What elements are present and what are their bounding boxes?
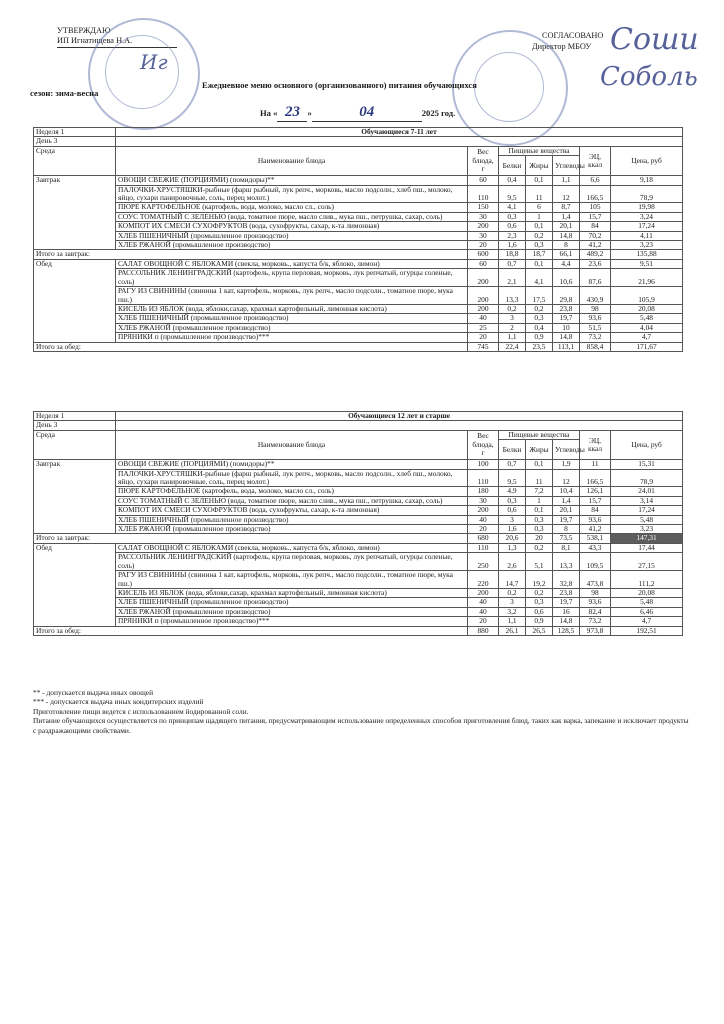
- total-w: 745: [468, 342, 499, 351]
- dish-k: 73,2: [580, 333, 611, 342]
- dish-name: КОМПОТ ИХ СМЕСИ СУХОФРУКТОВ (вода, сухофрукты, сахар, к-та лимонная): [116, 506, 468, 515]
- protein-col-header: Белки: [499, 440, 526, 460]
- dish-k: 51,5: [580, 323, 611, 332]
- total-w: 880: [468, 626, 499, 635]
- table-row: [34, 460, 683, 469]
- dish-p: 0,7: [499, 259, 526, 268]
- dish-p: 2,1: [499, 269, 526, 287]
- dish-f: 0,3: [526, 515, 553, 524]
- dish-name: СОУС ТОМАТНЫЙ С ЗЕЛЕНЬЮ (вода, томатное пюре, масло слив., мука пш., петрушка, сахар, соль): [116, 212, 468, 221]
- dish-c: 29,8: [553, 287, 580, 305]
- dish-r: 5,48: [611, 314, 683, 323]
- dish-r: 3,24: [611, 212, 683, 221]
- dish-w: 40: [468, 598, 499, 607]
- dish-name: КИСЕЛЬ ИЗ ЯБЛОК (вода, яблоки,сахар, крахмал картофельный, лимонная кислота): [116, 588, 468, 597]
- dish-name: САЛАТ ОВОЩНОЙ С ЯБЛОКАМИ (свекла, морковь., капуста б/к, яблоко, лимон): [116, 259, 468, 268]
- total-r: 135,88: [611, 250, 683, 259]
- dish-name: ПАЛОЧКИ-ХРУСТЯШКИ-рыбные (фарш рыбный, лук репч., морковь, масло подсолн., хлеб пш., молоко, яйцо, сухари панировочные, соль, перец молот.): [116, 185, 468, 203]
- dish-f: 0,2: [526, 588, 553, 597]
- dish-w: 25: [468, 323, 499, 332]
- school-stamp-inner: [474, 52, 544, 122]
- dish-f: 6: [526, 203, 553, 212]
- dish-c: 10,6: [553, 269, 580, 287]
- dish-c: 16: [553, 607, 580, 616]
- table-row: [34, 203, 683, 212]
- dish-p: 9,5: [499, 469, 526, 487]
- dish-f: 0,3: [526, 525, 553, 534]
- dish-w: 200: [468, 588, 499, 597]
- total-w: 600: [468, 250, 499, 259]
- dish-name: ОВОЩИ СВЕЖИЕ (ПОРЦИЯМИ) (помидоры)**: [116, 176, 468, 185]
- table-row: [34, 553, 683, 571]
- dish-r: 3,14: [611, 496, 683, 505]
- dish-f: 11: [526, 185, 553, 203]
- fat-col-header: Жиры: [526, 156, 553, 176]
- dish-w: 60: [468, 259, 499, 268]
- dish-k: 84: [580, 222, 611, 231]
- dish-k: 6,6: [580, 176, 611, 185]
- total-r: 171,67: [611, 342, 683, 351]
- dish-c: 14,8: [553, 333, 580, 342]
- dish-name: РАССОЛЬНИК ЛЕНИНГРАДСКИЙ (картофель, крупа перловая, морковь, лук репчатый, огурцы соленые, соль): [116, 553, 468, 571]
- season-label: сезон: зима-весна: [30, 88, 99, 98]
- dish-k: 109,5: [580, 553, 611, 571]
- meal-label: Завтрак: [34, 460, 116, 534]
- dish-k: 43,3: [580, 543, 611, 552]
- dish-c: 20,1: [553, 506, 580, 515]
- dish-w: 180: [468, 487, 499, 496]
- dish-w: 100: [468, 460, 499, 469]
- dish-k: 105: [580, 203, 611, 212]
- dish-f: 5,1: [526, 553, 553, 571]
- ip-name: ИП Игнатищева Н.А.: [57, 36, 133, 45]
- dish-name: ПРЯНИКИ п (промышленное производство)***: [116, 333, 468, 342]
- total-row: [34, 626, 683, 635]
- dish-name: ПЮРЕ КАРТОФЕЛЬНОЕ (картофель, вода, молоко, масло сл., соль): [116, 487, 468, 496]
- dish-col-header: Наименование блюда: [116, 430, 468, 459]
- dish-p: 4,1: [499, 203, 526, 212]
- note-line: Питание обучающихся осуществляется по принципам щадящего питания, предусматривающим использование определенных способов приготовления блюд, таких как варка, запекание и исключает продукты с раздражающими свойствами.: [33, 716, 689, 735]
- price-col-header: Цена, руб: [611, 430, 683, 459]
- dish-p: 2,3: [499, 231, 526, 240]
- menu-table-12-plus: [33, 411, 683, 636]
- table-row: [34, 222, 683, 231]
- dish-w: 40: [468, 515, 499, 524]
- dish-name: ХЛЕБ ПШЕНИЧНЫЙ (промышленное производство): [116, 598, 468, 607]
- date-mid: »: [307, 108, 312, 118]
- total-label: Итого за обед:: [34, 626, 468, 635]
- notes-block: [33, 688, 693, 735]
- dish-w: 20: [468, 333, 499, 342]
- dish-f: 1: [526, 496, 553, 505]
- dish-c: 12: [553, 185, 580, 203]
- dish-w: 20: [468, 241, 499, 250]
- dish-name: ПРЯНИКИ п (промышленное производство)***: [116, 617, 468, 626]
- dish-k: 70,2: [580, 231, 611, 240]
- dish-name: ОВОЩИ СВЕЖИЕ (ПОРЦИЯМИ) (помидоры)**: [116, 460, 468, 469]
- total-k: 858,4: [580, 342, 611, 351]
- dish-f: 0,9: [526, 333, 553, 342]
- dish-p: 4,9: [499, 487, 526, 496]
- director-signature-2: Соболь: [600, 62, 698, 92]
- dish-name: ХЛЕБ ПШЕНИЧНЫЙ (промышленное производство): [116, 515, 468, 524]
- ip-signature: Иг: [140, 50, 168, 74]
- dish-c: 8: [553, 241, 580, 250]
- dish-c: 12: [553, 469, 580, 487]
- week-label: Неделя 1: [34, 412, 116, 421]
- dish-w: 200: [468, 222, 499, 231]
- dish-name: РАССОЛЬНИК ЛЕНИНГРАДСКИЙ (картофель, крупа перловая, морковь, лук репчатый, огурцы соленые, соль): [116, 269, 468, 287]
- dish-r: 3,23: [611, 525, 683, 534]
- dish-p: 0,6: [499, 222, 526, 231]
- total-label: Итого за обед:: [34, 342, 468, 351]
- dish-c: 32,8: [553, 571, 580, 589]
- dish-c: 19,7: [553, 515, 580, 524]
- weight-col-header: Вес блюда, г: [468, 430, 499, 459]
- date-year: 2025 год.: [421, 108, 456, 118]
- dish-k: 98: [580, 588, 611, 597]
- total-p: 26,1: [499, 626, 526, 635]
- dish-r: 9,18: [611, 176, 683, 185]
- dish-p: 1,1: [499, 617, 526, 626]
- table-row: [34, 571, 683, 589]
- dish-c: 19,7: [553, 598, 580, 607]
- table-row: [34, 185, 683, 203]
- dish-k: 93,6: [580, 598, 611, 607]
- table-row: [34, 525, 683, 534]
- dish-k: 41,2: [580, 525, 611, 534]
- dish-f: 0,2: [526, 543, 553, 552]
- total-row: [34, 342, 683, 351]
- dish-f: 0,1: [526, 259, 553, 268]
- dish-w: 220: [468, 571, 499, 589]
- dish-f: 11: [526, 469, 553, 487]
- dish-r: 17,24: [611, 506, 683, 515]
- dish-p: 13,3: [499, 287, 526, 305]
- director-signature: Соши: [610, 22, 699, 57]
- dish-r: 3,23: [611, 241, 683, 250]
- total-k: 973,8: [580, 626, 611, 635]
- dish-r: 17,44: [611, 543, 683, 552]
- dish-f: 7,2: [526, 487, 553, 496]
- dish-r: 5,48: [611, 515, 683, 524]
- dish-c: 1,4: [553, 496, 580, 505]
- dish-f: 0,4: [526, 323, 553, 332]
- section-title: Обучающиеся 7-11 лет: [116, 128, 683, 137]
- dish-p: 0,4: [499, 176, 526, 185]
- dish-p: 3,2: [499, 607, 526, 616]
- dish-p: 1,6: [499, 241, 526, 250]
- day-label: День 3: [34, 421, 116, 430]
- dish-p: 1,1: [499, 333, 526, 342]
- total-k: 489,2: [580, 250, 611, 259]
- dish-c: 10,4: [553, 487, 580, 496]
- total-row: [34, 250, 683, 259]
- dish-c: 8: [553, 525, 580, 534]
- dish-p: 3: [499, 515, 526, 524]
- dish-k: 41,2: [580, 241, 611, 250]
- dish-name: РАГУ ИЗ СВИНИНЫ (свинина 1 кат, картофель, морковь, лук репч., масло подсолн., томатное пюре, мука пш.): [116, 287, 468, 305]
- director-label: Директор МБОУ: [532, 42, 592, 51]
- dish-c: 1,4: [553, 212, 580, 221]
- dish-r: 9,51: [611, 259, 683, 268]
- dish-f: 0,1: [526, 222, 553, 231]
- dish-p: 1,6: [499, 525, 526, 534]
- protein-col-header: Белки: [499, 156, 526, 176]
- dish-r: 78,9: [611, 469, 683, 487]
- kcal-col-header: ЭЦ, ккал: [580, 430, 611, 459]
- date-line: [260, 104, 455, 122]
- dish-w: 150: [468, 203, 499, 212]
- kcal-col-header: ЭЦ, ккал: [580, 146, 611, 175]
- note-line: Приготовление пищи ведется с использованием йодированной соли.: [33, 706, 249, 716]
- dish-c: 1,1: [553, 176, 580, 185]
- total-p: 22,4: [499, 342, 526, 351]
- dish-w: 200: [468, 287, 499, 305]
- total-w: 680: [468, 534, 499, 543]
- dish-name: ХЛЕБ ПШЕНИЧНЫЙ (промышленное производство): [116, 231, 468, 240]
- table-row: [34, 314, 683, 323]
- dish-name: СОУС ТОМАТНЫЙ С ЗЕЛЕНЬЮ (вода, томатное пюре, масло слив., мука пш., петрушка, сахар, соль): [116, 496, 468, 505]
- dish-f: 19,2: [526, 571, 553, 589]
- dish-c: 8,1: [553, 543, 580, 552]
- dish-c: 23,8: [553, 588, 580, 597]
- week-label: Неделя 1: [34, 128, 116, 137]
- dish-p: 3: [499, 598, 526, 607]
- dish-w: 20: [468, 525, 499, 534]
- dish-k: 126,1: [580, 487, 611, 496]
- day-label: День 3: [34, 137, 116, 146]
- total-k: 538,1: [580, 534, 611, 543]
- dish-w: 20: [468, 617, 499, 626]
- total-r: 192,51: [611, 626, 683, 635]
- dish-r: 78,9: [611, 185, 683, 203]
- weight-col-header: Вес блюда, г: [468, 146, 499, 175]
- dish-name: ХЛЕБ ПШЕНИЧНЫЙ (промышленное производство): [116, 314, 468, 323]
- table-row: [34, 176, 683, 185]
- dish-c: 8,7: [553, 203, 580, 212]
- dish-name: КИСЕЛЬ ИЗ ЯБЛОК (вода, яблоки,сахар, крахмал картофельный, лимонная кислота): [116, 304, 468, 313]
- dish-w: 30: [468, 496, 499, 505]
- dish-k: 93,6: [580, 314, 611, 323]
- dish-c: 14,8: [553, 617, 580, 626]
- dish-p: 0,6: [499, 506, 526, 515]
- total-p: 20,6: [499, 534, 526, 543]
- dish-p: 0,3: [499, 496, 526, 505]
- dish-f: 0,6: [526, 607, 553, 616]
- dish-w: 200: [468, 269, 499, 287]
- dish-k: 84: [580, 506, 611, 515]
- table-row: [34, 241, 683, 250]
- dish-r: 20,08: [611, 588, 683, 597]
- dish-r: 19,98: [611, 203, 683, 212]
- dish-w: 110: [468, 469, 499, 487]
- dish-r: 27,15: [611, 553, 683, 571]
- dish-p: 2: [499, 323, 526, 332]
- dish-k: 11: [580, 460, 611, 469]
- dish-w: 40: [468, 314, 499, 323]
- dish-k: 430,9: [580, 287, 611, 305]
- fat-col-header: Жиры: [526, 440, 553, 460]
- dish-r: 105,9: [611, 287, 683, 305]
- table-row: [34, 617, 683, 626]
- dish-k: 473,8: [580, 571, 611, 589]
- dish-name: ПАЛОЧКИ-ХРУСТЯШКИ-рыбные (фарш рыбный, лук репч., морковь, масло подсолн., хлеб пш., молоко, яйцо, сухари панировочные, соль, перец молот.): [116, 469, 468, 487]
- dish-c: 1,9: [553, 460, 580, 469]
- nutrients-header: Пищевые вещества: [499, 146, 580, 155]
- dish-p: 0,3: [499, 212, 526, 221]
- dish-c: 4,4: [553, 259, 580, 268]
- dish-r: 4,04: [611, 323, 683, 332]
- dish-r: 4,7: [611, 333, 683, 342]
- dish-f: 0,3: [526, 314, 553, 323]
- dish-c: 10: [553, 323, 580, 332]
- dish-c: 20,1: [553, 222, 580, 231]
- dish-f: 1: [526, 212, 553, 221]
- dish-r: 15,31: [611, 460, 683, 469]
- table-row: [34, 469, 683, 487]
- meal-label: Обед: [34, 259, 116, 342]
- dish-p: 2,6: [499, 553, 526, 571]
- page-title: Ежедневное меню основного (организованного) питания обучающихся: [202, 80, 477, 90]
- dish-k: 82,4: [580, 607, 611, 616]
- dish-p: 14,7: [499, 571, 526, 589]
- dish-w: 250: [468, 553, 499, 571]
- dish-r: 17,24: [611, 222, 683, 231]
- menu-table-7-11: [33, 127, 683, 352]
- table-row: [34, 598, 683, 607]
- dish-w: 60: [468, 176, 499, 185]
- dish-name: ПЮРЕ КАРТОФЕЛЬНОЕ (картофель, вода, молоко, масло сл., соль): [116, 203, 468, 212]
- meal-label: Завтрак: [34, 176, 116, 250]
- weekday-label: Среда: [34, 146, 116, 175]
- note-line: ** - допускается выдача иных овощей: [33, 688, 154, 697]
- total-label: Итого за завтрак:: [34, 534, 468, 543]
- dish-p: 9,5: [499, 185, 526, 203]
- dish-w: 30: [468, 212, 499, 221]
- total-c: 113,1: [553, 342, 580, 351]
- dish-k: 15,7: [580, 212, 611, 221]
- dish-p: 3: [499, 314, 526, 323]
- dish-k: 93,6: [580, 515, 611, 524]
- dish-r: 6,46: [611, 607, 683, 616]
- dish-f: 0,3: [526, 598, 553, 607]
- dish-k: 73,2: [580, 617, 611, 626]
- dish-f: 0,2: [526, 231, 553, 240]
- date-day: 23: [277, 104, 307, 122]
- total-c: 128,5: [553, 626, 580, 635]
- dish-p: 0,2: [499, 304, 526, 313]
- dish-w: 110: [468, 543, 499, 552]
- table-row: [34, 487, 683, 496]
- total-r: 147,31: [611, 534, 683, 543]
- dish-f: 0,9: [526, 617, 553, 626]
- dish-k: 98: [580, 304, 611, 313]
- dish-f: 0,3: [526, 241, 553, 250]
- dish-col-header: Наименование блюда: [116, 146, 468, 175]
- total-label: Итого за завтрак:: [34, 250, 468, 259]
- dish-w: 30: [468, 231, 499, 240]
- dish-k: 23,6: [580, 259, 611, 268]
- dish-r: 21,96: [611, 269, 683, 287]
- dish-name: ХЛЕБ РЖАНОЙ (промышленное производство): [116, 323, 468, 332]
- dish-k: 166,5: [580, 469, 611, 487]
- dish-w: 40: [468, 607, 499, 616]
- total-f: 23,5: [526, 342, 553, 351]
- total-row: [34, 534, 683, 543]
- dish-name: РАГУ ИЗ СВИНИНЫ (свинина 1 кат, картофель, морковь, лук репч., масло подсолн., томатное пюре, мука пш.): [116, 571, 468, 589]
- dish-c: 23,8: [553, 304, 580, 313]
- dish-name: ХЛЕБ РЖАНОЙ (промышленное производство): [116, 241, 468, 250]
- dish-name: КОМПОТ ИХ СМЕСИ СУХОФРУКТОВ (вода, сухофрукты, сахар, к-та лимонная): [116, 222, 468, 231]
- total-c: 66,1: [553, 250, 580, 259]
- date-month: 04: [312, 104, 422, 122]
- date-prefix: На «: [260, 108, 278, 118]
- price-col-header: Цена, руб: [611, 146, 683, 175]
- dish-p: 1,3: [499, 543, 526, 552]
- dish-w: 200: [468, 506, 499, 515]
- total-c: 73,5: [553, 534, 580, 543]
- dish-k: 87,6: [580, 269, 611, 287]
- total-f: 20: [526, 534, 553, 543]
- dish-f: 4,1: [526, 269, 553, 287]
- dish-r: 20,08: [611, 304, 683, 313]
- dish-f: 0,1: [526, 506, 553, 515]
- dish-k: 15,7: [580, 496, 611, 505]
- table-row: [34, 506, 683, 515]
- agreed-label: СОГЛАСОВАНО: [542, 31, 604, 40]
- dish-r: 5,48: [611, 598, 683, 607]
- table-row: [34, 333, 683, 342]
- dish-p: 0,2: [499, 588, 526, 597]
- dish-f: 0,2: [526, 304, 553, 313]
- dish-r: 4,7: [611, 617, 683, 626]
- total-f: 26,5: [526, 626, 553, 635]
- dish-k: 166,5: [580, 185, 611, 203]
- note-line: *** - допускается выдача иных кондитерских изделий: [33, 697, 204, 707]
- dish-f: 17,5: [526, 287, 553, 305]
- carb-col-header: Углеводы: [553, 440, 580, 460]
- dish-c: 19,7: [553, 314, 580, 323]
- dish-p: 0,7: [499, 460, 526, 469]
- table-row: [34, 287, 683, 305]
- dish-w: 110: [468, 185, 499, 203]
- dish-name: ХЛЕБ РЖАНОЙ (промышленное производство): [116, 525, 468, 534]
- dish-name: ХЛЕБ РЖАНОЙ (промышленное производство): [116, 607, 468, 616]
- meal-label: Обед: [34, 543, 116, 626]
- total-f: 18,7: [526, 250, 553, 259]
- weekday-label: Среда: [34, 430, 116, 459]
- total-p: 18,8: [499, 250, 526, 259]
- dish-c: 13,3: [553, 553, 580, 571]
- dish-r: 4,11: [611, 231, 683, 240]
- dish-name: САЛАТ ОВОЩНОЙ С ЯБЛОКАМИ (свекла, морковь., капуста б/к, яблоко, лимон): [116, 543, 468, 552]
- dish-w: 200: [468, 304, 499, 313]
- dish-c: 14,8: [553, 231, 580, 240]
- dish-f: 0,1: [526, 460, 553, 469]
- carb-col-header: Углеводы: [553, 156, 580, 176]
- section-title: Обучающиеся 12 лет и старше: [116, 412, 683, 421]
- dish-r: 111,2: [611, 571, 683, 589]
- approved-label: УТВЕРЖДАЮ: [57, 26, 111, 35]
- table-row: [34, 269, 683, 287]
- nutrients-header: Пищевые вещества: [499, 430, 580, 439]
- dish-f: 0,1: [526, 176, 553, 185]
- dish-r: 24,01: [611, 487, 683, 496]
